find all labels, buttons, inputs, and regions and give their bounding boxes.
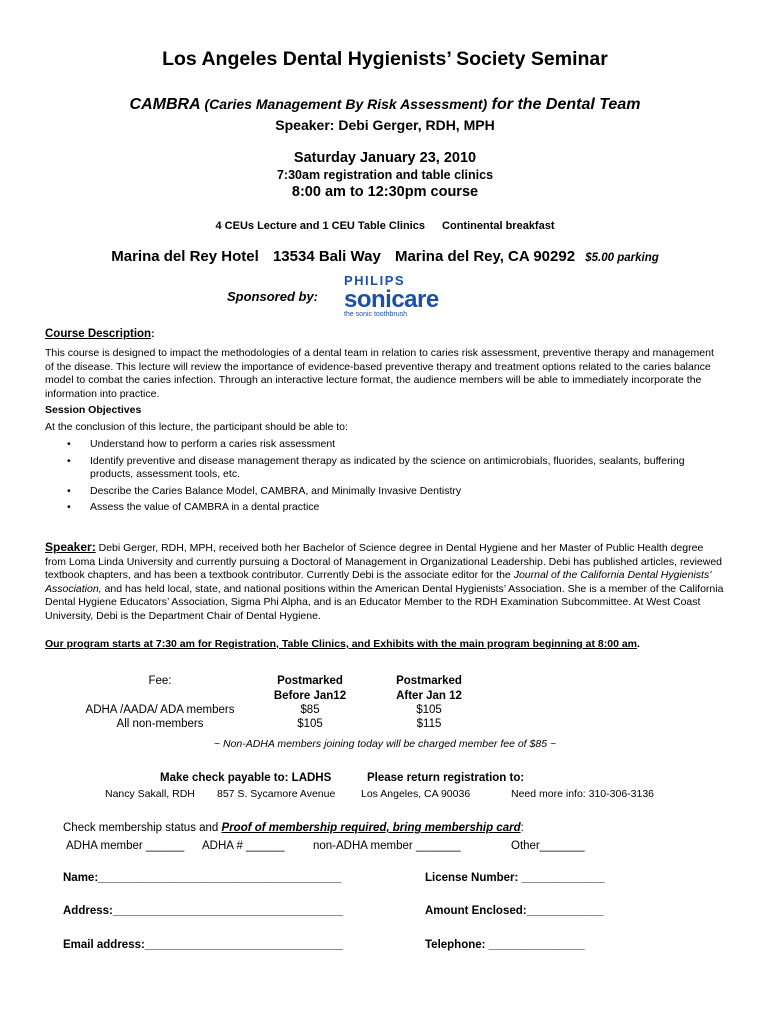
membership-check	[63, 822, 524, 834]
ceu-line	[0, 220, 770, 232]
subtitle-main: CAMBRA	[129, 96, 201, 113]
course-heading-text: Course Description	[45, 328, 152, 340]
bullet-icon: •	[67, 454, 71, 467]
ceu-credits: 4 CEUs Lecture and 1 CEU Table Clinics	[215, 220, 425, 232]
bullet-icon: •	[67, 484, 71, 497]
course-time: 8:00 am to 12:30pm course	[291, 184, 479, 200]
subtitle-paren: (Caries Management By Risk Assessment)	[204, 96, 488, 112]
event-date: Saturday January 23, 2010	[293, 150, 477, 166]
fee-row-before: $105	[297, 718, 323, 730]
speaker-bio	[45, 541, 725, 623]
registration-time: 7:30am registration and table clinics	[276, 168, 494, 182]
venue-hotel: Marina del Rey Hotel	[111, 248, 259, 265]
fee-note: ~ Non-ADHA members joining today will be charged member fee of $85 ~	[213, 738, 557, 750]
fee-row-before: $85	[300, 704, 320, 716]
telephone-field[interactable]: Telephone: _______________	[425, 939, 585, 951]
address-field[interactable]: Address:____________________________________	[63, 905, 344, 917]
speaker-bio-text-2: and has held local, state, and national positions within the American Dental Hygienists’ Association. She is a member of the California Dental Hygiene Educators’ Association, Sigma Phi Alpha, and is an Educator Member to the RDH Examination Subcommittee. At West Coast University, Debi is the Department Chair of Dental Hygiene.	[45, 582, 724, 622]
membership-colon: :	[520, 822, 524, 834]
objective-text: Assess the value of CAMBRA in a dental practice	[90, 501, 320, 513]
name-field[interactable]: Name:______________________________________	[63, 872, 342, 884]
course-description: This course is designed to impact the methodologies of a dental team in relation to caries risk assessment, preventive therapy and management of the disease. This lecture will review the importance of evidence-based preventive therapy and treatment options related to the caries balance model to combat the caries infection. Through an interactive lecture format, the audience members will be able to immediately incorporate the information into practice.	[45, 347, 714, 400]
journal-name: Journal of the California Dental Hygienists’ Association,	[45, 569, 711, 595]
membership-intro: Check membership status and	[63, 822, 219, 834]
speaker-label: Speaker:	[45, 540, 96, 554]
sonicare-wordmark: sonicare	[344, 286, 439, 313]
fee-row-after: $105	[416, 704, 442, 716]
return-to: Please return registration to:	[367, 772, 525, 784]
more-info-phone: Need more info: 310-306-3136	[511, 788, 655, 800]
fee-col-after-line2: After Jan 12	[396, 689, 462, 702]
subtitle-tail: for the Dental Team	[491, 96, 641, 113]
sponsor-logo	[344, 273, 462, 323]
breakfast-note: Continental breakfast	[442, 220, 555, 232]
seminar-subtitle	[0, 96, 770, 114]
parking-fee: $5.00 parking	[585, 252, 659, 264]
other-field[interactable]: Other_______	[511, 840, 585, 852]
fee-col-before-line2: Before Jan12	[273, 689, 347, 702]
list-item	[45, 455, 725, 482]
objective-text: Understand how to perform a caries risk assessment	[90, 438, 336, 450]
venue-street: 13534 Bali Way	[272, 248, 381, 265]
fee-row-label: ADHA /AADA/ ADA members	[85, 704, 235, 716]
return-city: Los Angeles, CA 90036	[361, 788, 471, 800]
non-adha-member-field[interactable]: non-ADHA member _______	[313, 840, 461, 852]
venue-line	[0, 248, 770, 265]
adha-member-field[interactable]: ADHA member ______	[66, 840, 185, 852]
return-street: 857 S. Sycamore Avenue	[217, 788, 336, 800]
objective-text: Identify preventive and disease management therapy as indicated by the science on antimicrobials, fluorides, sealants, buffering products, assessment tools, etc.	[90, 454, 685, 480]
list-item	[45, 485, 725, 499]
sponsored-by-label: Sponsored by:	[227, 289, 319, 304]
list-item	[45, 501, 725, 515]
program-note	[45, 638, 725, 652]
program-note-text: Our program starts at 7:30 am for Registration, Table Clinics, and Exhibits with the main program beginning at 8:00 am	[45, 638, 638, 650]
bullet-icon: •	[67, 501, 71, 513]
membership-proof: Proof of membership required, bring membership card	[221, 822, 521, 834]
bullet-icon: •	[67, 438, 71, 450]
email-field[interactable]: Email address:_______________________________	[63, 939, 344, 951]
philips-wordmark: PHILIPS	[344, 273, 406, 288]
fee-row-after: $115	[416, 718, 442, 730]
fee-row-label: All non-members	[116, 718, 204, 730]
objectives-heading: Session Objectives	[45, 404, 142, 416]
objective-text: Describe the Caries Balance Model, CAMBRA, and Minimally Invasive Dentistry	[90, 484, 462, 497]
venue-city: Marina del Rey, CA 90292	[394, 248, 576, 265]
objectives-list	[45, 438, 725, 518]
list-item	[45, 438, 725, 452]
adha-number-field[interactable]: ADHA # ______	[202, 840, 285, 852]
return-name: Nancy Sakall, RDH	[105, 788, 195, 800]
speaker-line: Speaker: Debi Gerger, RDH, MPH	[275, 117, 495, 133]
program-note-period: .	[637, 638, 640, 650]
amount-enclosed-field[interactable]: Amount Enclosed:____________	[425, 905, 604, 917]
objectives-intro: At the conclusion of this lecture, the participant should be able to:	[45, 421, 348, 433]
fee-col-before-line1: Postmarked	[277, 675, 343, 687]
fee-col-after-line1: Postmarked	[396, 675, 462, 687]
course-heading-colon: :	[151, 328, 155, 340]
sonicare-tagline: the sonic toothbrush	[344, 311, 408, 318]
check-payable: Make check payable to: LADHS	[160, 772, 332, 784]
fee-label: Fee:	[148, 675, 172, 687]
course-description-heading	[45, 328, 725, 342]
speaker-bio-text: Debi Gerger, RDH, MPH, received both her Bachelor of Science degree in Dental Hygiene and her Master of Public Health degree from Loma Linda University and currently pursuing a Doctoral of Management in Organizational Leadership. Debi has published articles, reviewed textbook chapters, and has been a textbook contributor. Currently Debi is the associate editor for the	[45, 542, 723, 581]
fee-col-after	[374, 674, 484, 703]
license-number-field[interactable]: License Number: _____________	[425, 872, 605, 884]
page-title: Los Angeles Dental Hygienists’ Society Seminar	[162, 48, 608, 70]
fee-col-before	[255, 674, 365, 703]
